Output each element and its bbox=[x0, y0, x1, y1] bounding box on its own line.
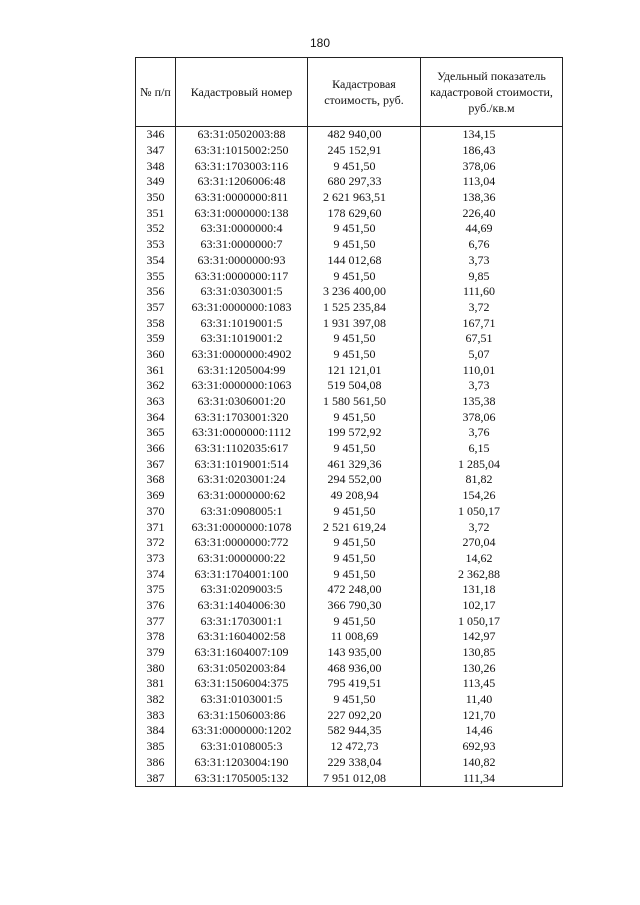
table-row bbox=[136, 158, 563, 174]
row-cadastral-number: 63:31:1703003:116 bbox=[176, 158, 308, 174]
row-cost: 9 451,50 bbox=[308, 551, 421, 567]
row-cost: 9 451,50 bbox=[308, 268, 421, 284]
header-cadastral-number: Кадастровый номер bbox=[176, 58, 308, 127]
row-cost: 9 451,50 bbox=[308, 158, 421, 174]
row-cost: 2 521 619,24 bbox=[308, 519, 421, 535]
row-specific: 226,40 bbox=[421, 205, 563, 221]
row-cadastral-number: 63:31:0000000:138 bbox=[176, 205, 308, 221]
table-row bbox=[136, 378, 563, 394]
row-num: 378 bbox=[136, 629, 176, 645]
row-cost: 178 629,60 bbox=[308, 205, 421, 221]
row-num: 365 bbox=[136, 425, 176, 441]
table-row bbox=[136, 551, 563, 567]
row-num: 357 bbox=[136, 300, 176, 316]
row-specific: 378,06 bbox=[421, 158, 563, 174]
row-specific: 130,85 bbox=[421, 645, 563, 661]
table-row bbox=[136, 143, 563, 159]
table-row bbox=[136, 770, 563, 786]
row-cadastral-number: 63:31:0000000:811 bbox=[176, 190, 308, 206]
row-num: 374 bbox=[136, 566, 176, 582]
row-specific: 142,97 bbox=[421, 629, 563, 645]
row-cost: 9 451,50 bbox=[308, 504, 421, 520]
row-specific: 134,15 bbox=[421, 127, 563, 143]
row-cadastral-number: 63:31:1019001:5 bbox=[176, 315, 308, 331]
row-cost: 461 329,36 bbox=[308, 456, 421, 472]
row-cadastral-number: 63:31:1705005:132 bbox=[176, 770, 308, 786]
row-cadastral-number: 63:31:0108005:3 bbox=[176, 739, 308, 755]
row-num: 362 bbox=[136, 378, 176, 394]
row-num: 372 bbox=[136, 535, 176, 551]
table-row bbox=[136, 237, 563, 253]
table-row bbox=[136, 174, 563, 190]
row-specific: 692,93 bbox=[421, 739, 563, 755]
row-cadastral-number: 63:31:0000000:1112 bbox=[176, 425, 308, 441]
table-row bbox=[136, 613, 563, 629]
row-num: 375 bbox=[136, 582, 176, 598]
table-row bbox=[136, 268, 563, 284]
row-specific: 81,82 bbox=[421, 472, 563, 488]
row-cadastral-number: 63:31:0000000:1063 bbox=[176, 378, 308, 394]
row-specific: 113,45 bbox=[421, 676, 563, 692]
row-num: 356 bbox=[136, 284, 176, 300]
page-number: 180 bbox=[309, 36, 331, 50]
row-cadastral-number: 63:31:0000000:117 bbox=[176, 268, 308, 284]
row-num: 355 bbox=[136, 268, 176, 284]
table-row bbox=[136, 676, 563, 692]
row-cadastral-number: 63:31:1703001:1 bbox=[176, 613, 308, 629]
row-num: 364 bbox=[136, 409, 176, 425]
table-row bbox=[136, 190, 563, 206]
row-cadastral-number: 63:31:1404006:30 bbox=[176, 598, 308, 614]
row-cost: 9 451,50 bbox=[308, 347, 421, 363]
row-cost: 121 121,01 bbox=[308, 362, 421, 378]
row-num: 348 bbox=[136, 158, 176, 174]
row-cadastral-number: 63:31:0000000:1202 bbox=[176, 723, 308, 739]
row-cost: 49 208,94 bbox=[308, 488, 421, 504]
cadastral-table bbox=[135, 57, 563, 787]
row-cost: 366 790,30 bbox=[308, 598, 421, 614]
row-num: 370 bbox=[136, 504, 176, 520]
row-num: 368 bbox=[136, 472, 176, 488]
row-specific: 135,38 bbox=[421, 394, 563, 410]
row-cost: 680 297,33 bbox=[308, 174, 421, 190]
row-cadastral-number: 63:31:0000000:7 bbox=[176, 237, 308, 253]
row-num: 376 bbox=[136, 598, 176, 614]
table-row bbox=[136, 629, 563, 645]
row-cost: 3 236 400,00 bbox=[308, 284, 421, 300]
row-cost: 1 931 397,08 bbox=[308, 315, 421, 331]
row-cost: 582 944,35 bbox=[308, 723, 421, 739]
row-cadastral-number: 63:31:0000000:4 bbox=[176, 221, 308, 237]
row-cadastral-number: 63:31:0000000:93 bbox=[176, 253, 308, 269]
table-row bbox=[136, 347, 563, 363]
row-cost: 9 451,50 bbox=[308, 535, 421, 551]
row-num: 381 bbox=[136, 676, 176, 692]
table-row bbox=[136, 456, 563, 472]
row-num: 361 bbox=[136, 362, 176, 378]
table-row bbox=[136, 127, 563, 143]
row-num: 366 bbox=[136, 441, 176, 457]
row-num: 359 bbox=[136, 331, 176, 347]
row-cost: 795 419,51 bbox=[308, 676, 421, 692]
row-cost: 7 951 012,08 bbox=[308, 770, 421, 786]
table-row bbox=[136, 425, 563, 441]
header-num: № п/п bbox=[136, 58, 176, 127]
row-cost: 9 451,50 bbox=[308, 221, 421, 237]
row-specific: 2 362,88 bbox=[421, 566, 563, 582]
row-num: 386 bbox=[136, 755, 176, 771]
row-cost: 9 451,50 bbox=[308, 613, 421, 629]
row-num: 377 bbox=[136, 613, 176, 629]
table-row bbox=[136, 441, 563, 457]
row-cadastral-number: 63:31:1604007:109 bbox=[176, 645, 308, 661]
table-row bbox=[136, 221, 563, 237]
row-specific: 111,60 bbox=[421, 284, 563, 300]
row-specific: 14,62 bbox=[421, 551, 563, 567]
row-cost: 9 451,50 bbox=[308, 409, 421, 425]
row-cost: 294 552,00 bbox=[308, 472, 421, 488]
table-row bbox=[136, 566, 563, 582]
row-cadastral-number: 63:31:0303001:5 bbox=[176, 284, 308, 300]
row-cadastral-number: 63:31:0000000:1078 bbox=[176, 519, 308, 535]
row-cost: 519 504,08 bbox=[308, 378, 421, 394]
row-cadastral-number: 63:31:1506003:86 bbox=[176, 707, 308, 723]
row-cost: 9 451,50 bbox=[308, 566, 421, 582]
row-cost: 144 012,68 bbox=[308, 253, 421, 269]
row-cadastral-number: 63:31:1019001:514 bbox=[176, 456, 308, 472]
table-body bbox=[136, 127, 563, 787]
row-num: 354 bbox=[136, 253, 176, 269]
row-cadastral-number: 63:31:1506004:375 bbox=[176, 676, 308, 692]
row-cost: 482 940,00 bbox=[308, 127, 421, 143]
row-num: 363 bbox=[136, 394, 176, 410]
row-cadastral-number: 63:31:1604002:58 bbox=[176, 629, 308, 645]
table-row bbox=[136, 315, 563, 331]
row-specific: 1 050,17 bbox=[421, 504, 563, 520]
row-cadastral-number: 63:31:0209003:5 bbox=[176, 582, 308, 598]
table-row bbox=[136, 394, 563, 410]
row-cadastral-number: 63:31:1203004:190 bbox=[176, 755, 308, 771]
row-cost: 229 338,04 bbox=[308, 755, 421, 771]
row-num: 346 bbox=[136, 127, 176, 143]
row-specific: 167,71 bbox=[421, 315, 563, 331]
row-cost: 9 451,50 bbox=[308, 331, 421, 347]
row-num: 380 bbox=[136, 660, 176, 676]
row-cost: 199 572,92 bbox=[308, 425, 421, 441]
row-num: 379 bbox=[136, 645, 176, 661]
table-row bbox=[136, 692, 563, 708]
row-num: 382 bbox=[136, 692, 176, 708]
table-row bbox=[136, 472, 563, 488]
row-cost: 9 451,50 bbox=[308, 237, 421, 253]
table-row bbox=[136, 488, 563, 504]
table-row bbox=[136, 205, 563, 221]
row-specific: 6,15 bbox=[421, 441, 563, 457]
table-row bbox=[136, 723, 563, 739]
row-specific: 140,82 bbox=[421, 755, 563, 771]
row-specific: 186,43 bbox=[421, 143, 563, 159]
row-cadastral-number: 63:31:0502003:88 bbox=[176, 127, 308, 143]
table-row bbox=[136, 707, 563, 723]
row-specific: 131,18 bbox=[421, 582, 563, 598]
row-specific: 5,07 bbox=[421, 347, 563, 363]
row-specific: 3,72 bbox=[421, 300, 563, 316]
row-specific: 111,34 bbox=[421, 770, 563, 786]
row-cadastral-number: 63:31:1015002:250 bbox=[176, 143, 308, 159]
row-specific: 1 050,17 bbox=[421, 613, 563, 629]
row-num: 367 bbox=[136, 456, 176, 472]
table-row bbox=[136, 362, 563, 378]
row-num: 353 bbox=[136, 237, 176, 253]
row-specific: 3,73 bbox=[421, 253, 563, 269]
row-cadastral-number: 63:31:1205004:99 bbox=[176, 362, 308, 378]
row-specific: 3,72 bbox=[421, 519, 563, 535]
row-specific: 121,70 bbox=[421, 707, 563, 723]
row-cadastral-number: 63:31:0000000:1083 bbox=[176, 300, 308, 316]
table-row bbox=[136, 284, 563, 300]
row-cadastral-number: 63:31:1704001:100 bbox=[176, 566, 308, 582]
row-cadastral-number: 63:31:1102035:617 bbox=[176, 441, 308, 457]
row-cost: 9 451,50 bbox=[308, 692, 421, 708]
row-cadastral-number: 63:31:0502003:84 bbox=[176, 660, 308, 676]
row-cadastral-number: 63:31:1703001:320 bbox=[176, 409, 308, 425]
row-cadastral-number: 63:31:0103001:5 bbox=[176, 692, 308, 708]
row-cost: 227 092,20 bbox=[308, 707, 421, 723]
row-cadastral-number: 63:31:0908005:1 bbox=[176, 504, 308, 520]
row-cadastral-number: 63:31:1019001:2 bbox=[176, 331, 308, 347]
row-cadastral-number: 63:31:0306001:20 bbox=[176, 394, 308, 410]
table-row bbox=[136, 660, 563, 676]
row-cadastral-number: 63:31:0203001:24 bbox=[176, 472, 308, 488]
row-num: 383 bbox=[136, 707, 176, 723]
table-row bbox=[136, 645, 563, 661]
table-row bbox=[136, 582, 563, 598]
row-cost: 1 580 561,50 bbox=[308, 394, 421, 410]
row-cost: 12 472,73 bbox=[308, 739, 421, 755]
table-row bbox=[136, 409, 563, 425]
row-num: 371 bbox=[136, 519, 176, 535]
row-num: 369 bbox=[136, 488, 176, 504]
row-cadastral-number: 63:31:0000000:22 bbox=[176, 551, 308, 567]
row-num: 352 bbox=[136, 221, 176, 237]
row-specific: 378,06 bbox=[421, 409, 563, 425]
table-row bbox=[136, 535, 563, 551]
row-specific: 3,73 bbox=[421, 378, 563, 394]
header-specific-indicator: Удельный показатель кадастровой стоимости, руб./кв.м bbox=[421, 58, 563, 127]
row-num: 360 bbox=[136, 347, 176, 363]
table-row bbox=[136, 331, 563, 347]
table-row bbox=[136, 504, 563, 520]
row-specific: 138,36 bbox=[421, 190, 563, 206]
row-specific: 44,69 bbox=[421, 221, 563, 237]
row-specific: 6,76 bbox=[421, 237, 563, 253]
table-row bbox=[136, 739, 563, 755]
row-specific: 113,04 bbox=[421, 174, 563, 190]
row-specific: 110,01 bbox=[421, 362, 563, 378]
row-specific: 14,46 bbox=[421, 723, 563, 739]
table-row bbox=[136, 253, 563, 269]
row-cost: 468 936,00 bbox=[308, 660, 421, 676]
row-cadastral-number: 63:31:0000000:62 bbox=[176, 488, 308, 504]
row-specific: 67,51 bbox=[421, 331, 563, 347]
row-specific: 154,26 bbox=[421, 488, 563, 504]
row-specific: 270,04 bbox=[421, 535, 563, 551]
row-cost: 11 008,69 bbox=[308, 629, 421, 645]
row-cost: 472 248,00 bbox=[308, 582, 421, 598]
row-cadastral-number: 63:31:1206006:48 bbox=[176, 174, 308, 190]
row-cost: 245 152,91 bbox=[308, 143, 421, 159]
row-num: 350 bbox=[136, 190, 176, 206]
row-num: 373 bbox=[136, 551, 176, 567]
table-row bbox=[136, 300, 563, 316]
row-num: 349 bbox=[136, 174, 176, 190]
row-num: 351 bbox=[136, 205, 176, 221]
table-row bbox=[136, 598, 563, 614]
row-num: 347 bbox=[136, 143, 176, 159]
row-num: 384 bbox=[136, 723, 176, 739]
row-specific: 11,40 bbox=[421, 692, 563, 708]
table-header-row bbox=[136, 58, 563, 127]
row-cost: 1 525 235,84 bbox=[308, 300, 421, 316]
row-cadastral-number: 63:31:0000000:772 bbox=[176, 535, 308, 551]
row-cadastral-number: 63:31:0000000:4902 bbox=[176, 347, 308, 363]
table-row bbox=[136, 519, 563, 535]
row-cost: 143 935,00 bbox=[308, 645, 421, 661]
row-specific: 102,17 bbox=[421, 598, 563, 614]
row-specific: 3,76 bbox=[421, 425, 563, 441]
row-specific: 130,26 bbox=[421, 660, 563, 676]
row-specific: 9,85 bbox=[421, 268, 563, 284]
table-row bbox=[136, 755, 563, 771]
header-cadastral-cost: Кадастровая стоимость, руб. bbox=[308, 58, 421, 127]
row-cost: 9 451,50 bbox=[308, 441, 421, 457]
row-specific: 1 285,04 bbox=[421, 456, 563, 472]
row-num: 358 bbox=[136, 315, 176, 331]
row-num: 387 bbox=[136, 770, 176, 786]
row-num: 385 bbox=[136, 739, 176, 755]
row-cost: 2 621 963,51 bbox=[308, 190, 421, 206]
